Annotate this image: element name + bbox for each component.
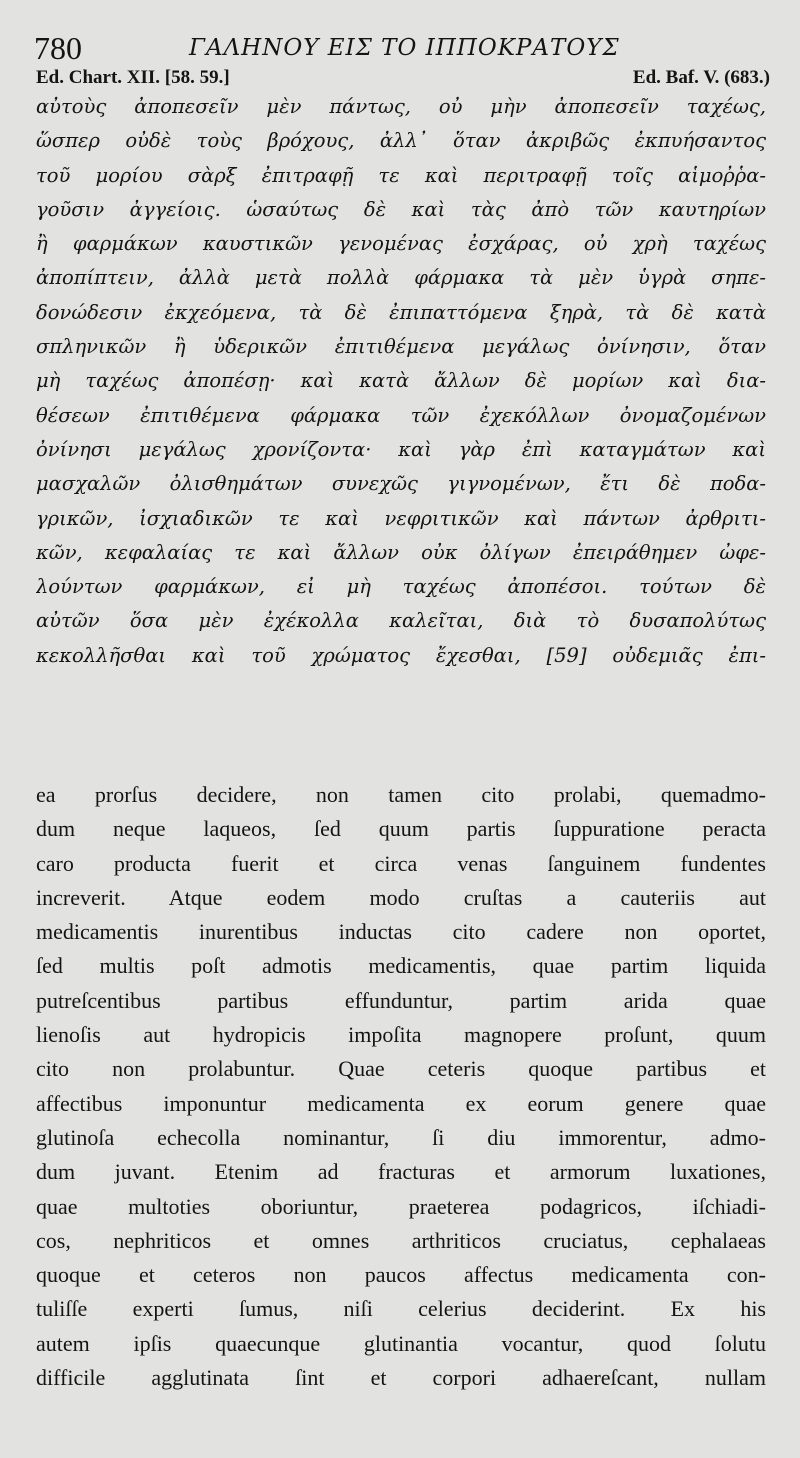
greek-text-line: γρικῶν, ἰσχιαδικῶν τε καὶ νεφριτικῶν καὶ πάντων ἀρθριτι-	[36, 506, 766, 530]
greek-text-line: σπληνικῶν ἢ ὑδερικῶν ἐπιτιθέμενα μεγάλως ὀνίνησιν, ὅταν	[36, 335, 766, 359]
latin-text-line: cito non prolabuntur. Quae ceteris quoque partibus et	[36, 1056, 766, 1082]
latin-text-line: difficile agglutinata ſint et corpori adhaereſcant, nullam	[36, 1365, 766, 1391]
greek-text-line: δονώδεσιν ἐκχεόμενα, τὰ δὲ ἐπιπαττόμενα ξηρὰ, τὰ δὲ κατὰ	[36, 300, 766, 324]
latin-text-line: dum neque laqueos, ſed quum partis ſuppuratione peracta	[36, 816, 766, 842]
latin-text-line: affectibus imponuntur medicamenta ex eorum genere quae	[36, 1090, 766, 1116]
greek-text-line: ὥσπερ οὐδὲ τοὺς βρόχους, ἀλλ᾽ ὅταν ἀκριβῶς ἐκπυήσαντος	[36, 129, 766, 153]
greek-text-line: ἢ φαρμάκων καυστικῶν γενομένας ἐσχάρας, οὐ χρὴ ταχέως	[36, 232, 766, 256]
greek-text-line: λούντων φαρμάκων, εἰ μὴ ταχέως ἀποπέσοι. τούτων δὲ	[36, 575, 766, 599]
greek-text-line: αὐτῶν ὅσα μὲν ἐχέκολλα καλεῖται, διὰ τὸ δυσαπολύτως	[36, 609, 766, 633]
greek-text-line: μασχαλῶν ὀλισθημάτων συνεχῶς γιγνομένων, ἔτι δὲ ποδα-	[36, 472, 766, 496]
greek-text-line: μὴ ταχέως ἀποπέσῃ· καὶ κατὰ ἄλλων δὲ μορίων καὶ δια-	[36, 369, 766, 393]
latin-text-line: lienoſis aut hydropicis impoſita magnopere proſunt, quum	[36, 1022, 766, 1048]
latin-text-line: caro producta fuerit et circa venas ſanguinem fundentes	[36, 850, 766, 876]
latin-text-line: ea prorſus decidere, non tamen cito prolabi, quemadmo-	[36, 782, 766, 807]
running-title: ΓΑΛΗΝΟΥ ΕΙΣ ΤΟ ΙΠΠΟΚΡΑΤΟΥΣ	[189, 35, 620, 61]
latin-text-line: medicamentis inurentibus inductas cito cadere non oportet,	[36, 919, 766, 945]
greek-text-line: γοῦσιν ἀγγείοις. ὡσαύτως δὲ καὶ τὰς ἀπὸ τῶν καυτηρίων	[36, 197, 766, 221]
latin-text-line: tuliſſe experti ſumus, niſi celerius deciderint. Ex his	[36, 1296, 766, 1322]
latin-text-line: autem ipſis quaecunque glutinantia vocantur, quod ſolutu	[36, 1330, 766, 1356]
page-header	[34, 28, 774, 68]
greek-text-line: ἀποπίπτειν, ἀλλὰ μετὰ πολλὰ φάρμακα τὰ μὲν ὑγρὰ σηπε-	[36, 266, 766, 290]
latin-text-block	[36, 778, 766, 1395]
greek-text-line: κῶν, κεφαλαίας τε καὶ ἄλλων οὐκ ὀλίγων ἐπειράθημεν ὠφε-	[36, 540, 766, 564]
latin-text-line: putreſcentibus partibus effunduntur, partim arida quae	[36, 987, 766, 1013]
latin-text-line: quoque et ceteros non paucos affectus medicamenta con-	[36, 1262, 766, 1288]
greek-text-line: αὐτοὺς ἀποπεσεῖν μὲν πάντως, οὐ μὴν ἀποπεσεῖν ταχέως,	[36, 95, 766, 118]
latin-text-line: increverit. Atque eodem modo cruſtas a cauteriis aut	[36, 884, 766, 910]
latin-text-line: glutinoſa echecolla nominantur, ſi diu immorentur, admo-	[36, 1124, 766, 1150]
greek-text-line: τοῦ μορίου σὰρξ ἐπιτραφῇ τε καὶ περιτραφῇ τοῖς αἱμοῤῥα-	[36, 163, 766, 187]
edition-reference-right: Ed. Baf. V. (683.)	[632, 67, 770, 88]
latin-text-line: cos, nephriticos et omnes arthriticos cruciatus, cephalaeas	[36, 1227, 766, 1253]
latin-text-line: quae multoties oboriuntur, praeterea podagricos, iſchiadi-	[36, 1193, 766, 1219]
latin-text-line: dum juvant. Etenim ad fracturas et armorum luxationes,	[36, 1159, 766, 1185]
page-number: 780	[34, 30, 82, 66]
edition-reference-left: Ed. Chart. XII. [58. 59.]	[36, 67, 230, 88]
greek-text-line: ὀνίνησι μεγάλως χρονίζοντα· καὶ γὰρ ἐπὶ καταγμάτων καὶ	[36, 437, 766, 461]
latin-text-line: ſed multis poſt admotis medicamentis, quae partim liquida	[36, 953, 766, 979]
greek-text-line: θέσεων ἐπιτιθέμενα φάρμακα τῶν ἐχεκόλλων ὀνομαζομένων	[36, 403, 766, 427]
greek-text-block	[36, 90, 766, 673]
greek-text-line: κεκολλῆσθαι καὶ τοῦ χρώματος ἔχεσθαι, [59] οὐδεμιᾶς ἐπι-	[36, 643, 766, 667]
